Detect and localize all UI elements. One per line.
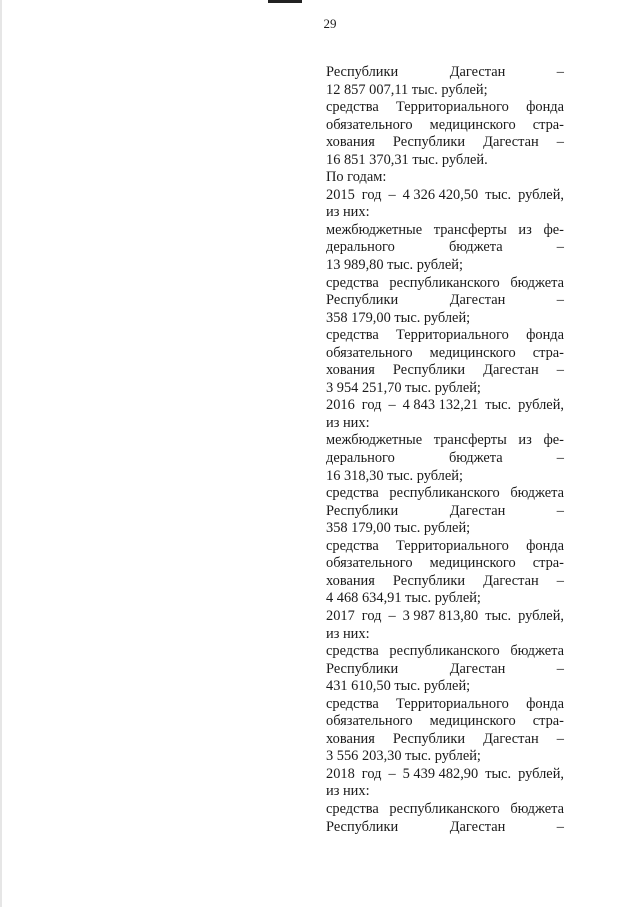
text-line — [326, 345, 564, 363]
text-line — [326, 520, 564, 538]
text-word: фонда — [526, 695, 564, 712]
text-word: 3 987 813,80 — [402, 607, 479, 624]
text-word: Территориального — [396, 695, 509, 712]
text-word: средства — [326, 537, 379, 554]
text-word: – — [556, 134, 564, 151]
text-word: 4 468 634,91 тыс. рублей; — [326, 590, 481, 607]
text-word: 16 318,30 тыс. рублей; — [326, 467, 463, 484]
text-word: фонда — [526, 99, 564, 116]
text-line — [326, 222, 564, 240]
text-word: фе- — [543, 221, 564, 238]
text-word: – — [388, 397, 396, 414]
text-word: стра- — [532, 713, 564, 730]
page-number: 29 — [323, 16, 337, 31]
text-word: рублей, — [518, 607, 564, 624]
text-word: Республики — [392, 134, 466, 151]
text-line — [326, 239, 564, 257]
text-word: 16 851 370,31 тыс. рублей. — [326, 151, 488, 168]
text-line — [326, 819, 564, 837]
text-word: стра- — [532, 344, 564, 361]
text-word: межбюджетные — [326, 221, 423, 238]
text-line — [326, 626, 564, 644]
text-word: республиканского — [389, 485, 500, 502]
text-word: дерального — [326, 450, 395, 467]
text-line — [326, 678, 564, 696]
text-word: средства — [326, 695, 379, 712]
text-word: обязательного — [326, 344, 413, 361]
text-word: рублей, — [518, 765, 564, 782]
text-word: 358 179,00 тыс. рублей; — [326, 520, 471, 537]
text-line — [326, 748, 564, 766]
text-word: из них: — [326, 625, 370, 642]
text-word: средства — [326, 99, 379, 116]
text-line — [326, 152, 564, 170]
text-word: – — [556, 64, 564, 80]
text-line — [326, 204, 564, 222]
text-word: трансферты — [433, 221, 507, 238]
text-word: Республики — [326, 292, 399, 309]
text-word: Дагестан — [449, 660, 506, 677]
text-word: – — [556, 730, 564, 747]
text-line — [326, 134, 564, 152]
text-word: республиканского — [389, 643, 500, 660]
text-word: – — [556, 239, 564, 256]
text-word: стра- — [532, 555, 564, 572]
text-line — [326, 450, 564, 468]
text-word: из них: — [326, 783, 370, 800]
text-line — [326, 397, 564, 415]
text-word: Дагестан — [449, 502, 506, 519]
text-line — [326, 590, 564, 608]
text-word: Республики — [326, 64, 399, 80]
text-line — [326, 731, 564, 749]
text-line — [326, 503, 564, 521]
text-word: Дагестан — [483, 134, 539, 151]
text-word: бюджета — [510, 800, 564, 817]
text-word: межбюджетные — [326, 432, 423, 449]
text-word: Республики — [392, 362, 466, 379]
text-word: год — [361, 397, 382, 414]
text-word: средства — [326, 485, 379, 502]
text-word: 13 989,80 тыс. рублей; — [326, 257, 463, 274]
text-line — [326, 696, 564, 714]
text-word: бюджета — [510, 274, 564, 291]
text-line — [326, 99, 564, 117]
text-word: бюджета — [510, 643, 564, 660]
scan-edge-line — [0, 0, 2, 907]
text-word: 3 954 251,70 тыс. рублей; — [326, 379, 481, 396]
text-word: Дагестан — [483, 572, 539, 589]
text-word: 2017 — [326, 607, 355, 624]
text-word: – — [388, 186, 396, 203]
text-line — [326, 292, 564, 310]
text-word: средства — [326, 327, 379, 344]
text-word: год — [361, 765, 382, 782]
text-word: Территориального — [396, 327, 509, 344]
text-word: медицинского — [429, 713, 516, 730]
text-word: – — [556, 818, 564, 835]
text-word: рублей, — [518, 186, 564, 203]
text-word: Республики — [392, 572, 466, 589]
text-word: из них: — [326, 414, 370, 431]
text-word: обязательного — [326, 555, 413, 572]
text-word: из — [518, 432, 532, 449]
text-word: фонда — [526, 537, 564, 554]
text-word: фонда — [526, 327, 564, 344]
text-word: 12 857 007,11 тыс. рублей; — [326, 81, 488, 98]
text-word: 4 326 420,50 — [402, 186, 479, 203]
text-word: обязательного — [326, 116, 413, 133]
text-word: фе- — [543, 432, 564, 449]
text-line — [326, 713, 564, 731]
text-line — [326, 766, 564, 784]
text-line — [326, 555, 564, 573]
text-word: из них: — [326, 204, 370, 221]
text-word: год — [361, 186, 382, 203]
text-word: 2016 — [326, 397, 355, 414]
text-word: тыс. — [485, 607, 512, 624]
text-line — [326, 362, 564, 380]
text-line — [326, 661, 564, 679]
text-word: – — [556, 362, 564, 379]
text-word: Территориального — [396, 99, 509, 116]
text-word: – — [556, 660, 564, 677]
scan-mark — [268, 0, 302, 3]
text-line — [326, 643, 564, 661]
text-word: – — [556, 502, 564, 519]
text-word: Дагестан — [449, 64, 506, 80]
text-word: Дагестан — [483, 730, 539, 747]
text-word: – — [556, 572, 564, 589]
text-line — [326, 573, 564, 591]
text-word: хования — [326, 362, 375, 379]
text-word: – — [388, 607, 396, 624]
text-word: медицинского — [429, 555, 516, 572]
text-word: – — [556, 450, 564, 467]
text-word: тыс. — [485, 765, 512, 782]
text-word: из — [518, 221, 532, 238]
text-line — [326, 608, 564, 626]
text-line — [326, 169, 564, 187]
text-line — [326, 64, 564, 82]
text-word: 2018 — [326, 765, 355, 782]
text-word: 2015 — [326, 186, 355, 203]
text-word: хования — [326, 730, 375, 747]
text-line — [326, 380, 564, 398]
text-word: обязательного — [326, 713, 413, 730]
text-word: По годам: — [326, 169, 387, 186]
text-word: Дагестан — [483, 362, 539, 379]
text-word: – — [556, 292, 564, 309]
text-line — [326, 468, 564, 486]
document-text-column — [326, 64, 564, 836]
text-line — [326, 275, 564, 293]
text-line — [326, 432, 564, 450]
text-word: бюджета — [448, 450, 503, 467]
text-word: Территориального — [396, 537, 509, 554]
text-line — [326, 327, 564, 345]
text-word: дерального — [326, 239, 395, 256]
text-word: медицинского — [429, 344, 516, 361]
text-line — [326, 82, 564, 100]
text-word: хования — [326, 572, 375, 589]
text-word: Республики — [392, 730, 466, 747]
text-word: бюджета — [448, 239, 503, 256]
text-word: средства — [326, 800, 379, 817]
text-word: рублей, — [518, 397, 564, 414]
text-word: бюджета — [510, 485, 564, 502]
text-word: республиканского — [389, 274, 500, 291]
text-word: Дагестан — [449, 818, 506, 835]
text-line — [326, 257, 564, 275]
text-word: средства — [326, 643, 379, 660]
text-word: 431 610,50 тыс. рублей; — [326, 678, 471, 695]
text-word: стра- — [532, 116, 564, 133]
text-word: республиканского — [389, 800, 500, 817]
text-word: 5 439 482,90 — [402, 765, 479, 782]
text-line — [326, 187, 564, 205]
text-word: трансферты — [433, 432, 507, 449]
text-word: 4 843 132,21 — [402, 397, 479, 414]
text-word: тыс. — [485, 397, 512, 414]
text-word: 3 556 203,30 тыс. рублей; — [326, 748, 481, 765]
text-word: тыс. — [485, 186, 512, 203]
text-line — [326, 801, 564, 819]
text-line — [326, 538, 564, 556]
text-word: медицинского — [429, 116, 516, 133]
text-word: средства — [326, 274, 379, 291]
text-line — [326, 310, 564, 328]
text-line — [326, 415, 564, 433]
text-word: Дагестан — [449, 292, 506, 309]
text-word: год — [361, 607, 382, 624]
text-line — [326, 485, 564, 503]
text-word: 358 179,00 тыс. рублей; — [326, 309, 471, 326]
text-word: Республики — [326, 818, 399, 835]
text-word: Республики — [326, 502, 399, 519]
text-line — [326, 117, 564, 135]
text-word: – — [388, 765, 396, 782]
text-word: хования — [326, 134, 375, 151]
text-word: Республики — [326, 660, 399, 677]
text-line — [326, 783, 564, 801]
